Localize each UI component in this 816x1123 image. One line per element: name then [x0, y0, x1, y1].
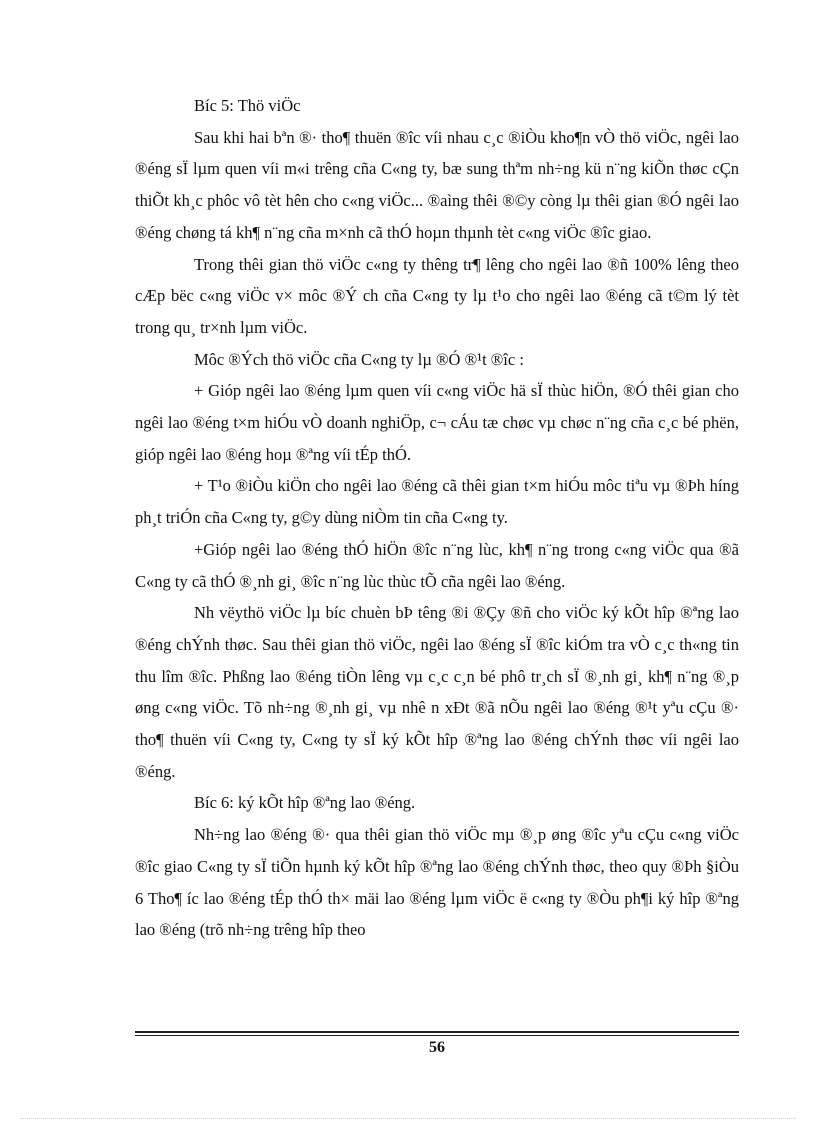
- paragraph: Nh÷ng lao ®éng ®· qua thêi gian thö viÖc mµ ®¸p øng ®îc yªu cÇu c«ng viÖc ®îc giao C«ng ty sÏ tiÕn hµnh ký kÕt hîp ®ªng lao ®éng chÝnh thøc, theo quy ®Þh §iÒu 6 Tho¶ íc lao ®éng tÉp thÓ th× mäi lao ®éng lµm viÖc ë c«ng ty ®Òu ph¶i ký hîp ®ªng lao ®éng (trõ nh÷ng trêng hîp theo: [135, 825, 739, 940]
- paragraph: Môc ®Ých thö viÖc cña C«ng ty lµ ®Ó ®¹t ®îc :: [194, 349, 524, 369]
- paragraph: Trong thêi gian thö viÖc c«ng ty thêng tr¶ lêng cho ngêi lao ®ñ 100% lêng theo cÆp bëc c«ng viÖc v× môc ®Ý ch cña C«ng ty lµ t¹o cho ngêi lao ®éng cã t©m lý tèt trong qu¸ tr×nh lµm viÖc.: [135, 254, 739, 337]
- page-edge-divider: [20, 1118, 796, 1119]
- footer-rule: [135, 1035, 739, 1036]
- page-number: 56: [429, 1039, 445, 1056]
- footer-rule: [135, 1031, 739, 1033]
- bullet-paragraph: + T¹o ®iÒu kiÖn cho ngêi lao ®éng cã thêi gian t×m hiÓu môc tiªu vµ ®Þh híng ph¸t triÓn cña C«ng ty, g©y dùng niÒm tin cña C«ng ty.: [135, 476, 739, 528]
- bullet-paragraph: +Gióp ngêi lao ®éng thÓ hiÖn ®îc n¨ng lùc, kh¶ n¨ng trong c«ng viÖc qua ®ã C«ng ty cã thÓ ®¸nh gi¸ ®îc n¨ng lùc thùc tÕ cña ngêi lao ®éng.: [135, 539, 739, 591]
- body-text: [135, 90, 739, 946]
- bullet-paragraph: + Gióp ngêi lao ®éng lµm quen víi c«ng viÖc hä sÏ thùc hiÖn, ®Ó thêi gian cho ngêi lao ®éng t×m hiÓu vÒ doanh nghiÖp, c¬ cÁu tæ chøc vµ chøc n¨ng cña c¸c bé phën, gióp ngêi lao ®éng hoµ ®ªng víi tÉp thÓ.: [135, 381, 739, 464]
- step-6-heading: Bíc 6: ký kÕt hîp ®ªng lao ®éng.: [194, 793, 416, 813]
- paragraph: Nh vëythö viÖc lµ bíc chuèn bÞ têng ®i ®Çy ®ñ cho viÖc ký kÕt hîp ®ªng lao ®éng chÝnh thøc. Sau thêi gian thö viÖc, ngêi lao ®éng sÏ ®îc kiÓm tra vÒ c¸c th«ng tin thu lîm ®îc. Phßng lao ®éng tiÒn lêng vµ c¸c c¸n bé phô tr¸ch sÏ ®¸nh gi¸ kh¶ n¨ng ®¸p øng c«ng viÖc. Tõ nh÷ng ®¸nh gi¸ vµ nhê n xÐt ®ã nÕu ngêi lao ®éng ®¹t yªu cÇu ®· tho¶ thuën víi C«ng ty, C«ng ty sÏ ký kÕt hîp ®ªng lao ®éng chÝnh thøc víi ngêi lao ®éng.: [135, 603, 739, 781]
- step-5-heading: Bíc 5: Thö viÖc: [194, 96, 301, 115]
- paragraph: Sau khi hai bªn ®· tho¶ thuën ®îc víi nhau c¸c ®iÒu kho¶n vÒ thö viÖc, ngêi lao ®éng sÏ lµm quen víi m«i trêng cña C«ng ty, bæ sung thªm nh÷ng kü n¨ng kiÕn thøc cÇn thiÕt kh¸c phôc vô tèt hên cho c«ng viÖc... ®aìng thêi ®©y còng lµ thêi gian ®Ó ngêi lao ®éng chøng tá kh¶ n¨ng cña m×nh cã thÓ hoµn thµnh tèt c«ng viÖc ®îc giao.: [135, 127, 739, 242]
